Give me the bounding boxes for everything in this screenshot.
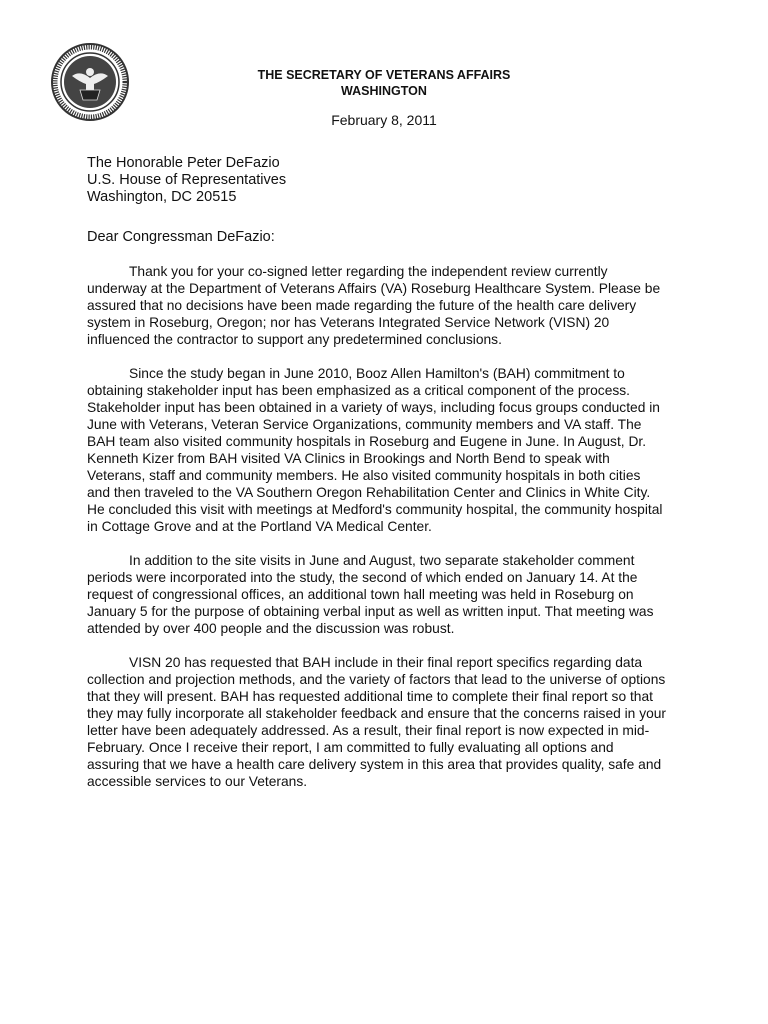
paragraph: VISN 20 has requested that BAH include in their final report specifics regarding data collection and projection methods, and the variety of factors that lead to the universe of options that they will present. BAH has requested additional time to complete their final report so that they may fully incorporate all stakeholder feedback and ensure that the concerns raised in your letter have been adequately addressed. As a result, their final report is now expected in mid-February. Once I receive their report, I am committed to fully evaluating all options and assuring that we have a health care delivery system in this area that provides quality, safe and accessible services to our Veterans. xyxy=(87,655,667,789)
recipient-address xyxy=(87,155,286,206)
letterhead-title: THE SECRETARY OF VETERANS AFFAIRS xyxy=(257,68,511,82)
paragraph: Thank you for your co-signed letter regarding the independent review currently underway at the Department of Veterans Affairs (VA) Roseburg Healthcare System. Please be assured that no decisions have been made regarding the future of the health care delivery system in Roseburg, Oregon; nor has Veterans Integrated Service Network (VISN) 20 influenced the contractor to support any predetermined conclusions. xyxy=(87,264,661,347)
recipient-name: The Honorable Peter DeFazio xyxy=(87,155,280,171)
recipient-org: U.S. House of Representatives xyxy=(87,172,287,188)
letterhead xyxy=(200,67,568,99)
recipient-city: Washington, DC 20515 xyxy=(87,189,237,205)
salutation: Dear Congressman DeFazio: xyxy=(87,229,275,245)
letter-date: February 8, 2011 xyxy=(331,112,437,128)
paragraph: Since the study began in June 2010, Booz Allen Hamilton's (BAH) commitment to obtaining stakeholder input has been emphasized as a critical component of the process. Stakeholder input has been obtained in a variety of ways, including focus groups conducted in June with Veterans, Veteran Service Organizations, community members and VA staff. The BAH team also visited community hospitals in Roseburg and Eugene in June. In August, Dr. Kenneth Kizer from BAH visited VA Clinics in Brookings and North Bend to speak with Veterans, staff and community members. He also visited community hospitals in both cities and then traveled to the VA Southern Oregon Rehabilitation Center and Clinics in White City. He concluded this visit with meetings at Medford's community hospital, the community hospital in Cottage Grove and at the Portland VA Medical Center. xyxy=(87,366,663,534)
paragraph: In addition to the site visits in June and August, two separate stakeholder comment periods were incorporated into the study, the second of which ended on January 14. At the request of congressional offices, an additional town hall meeting was held in Roseburg on January 5 for the purpose of obtaining verbal input as well as written input. That meeting was attended by over 400 people and the discussion was robust. xyxy=(87,553,654,636)
va-seal-icon xyxy=(50,42,130,122)
letter-body xyxy=(87,263,667,807)
letterhead-city: WASHINGTON xyxy=(341,84,427,98)
